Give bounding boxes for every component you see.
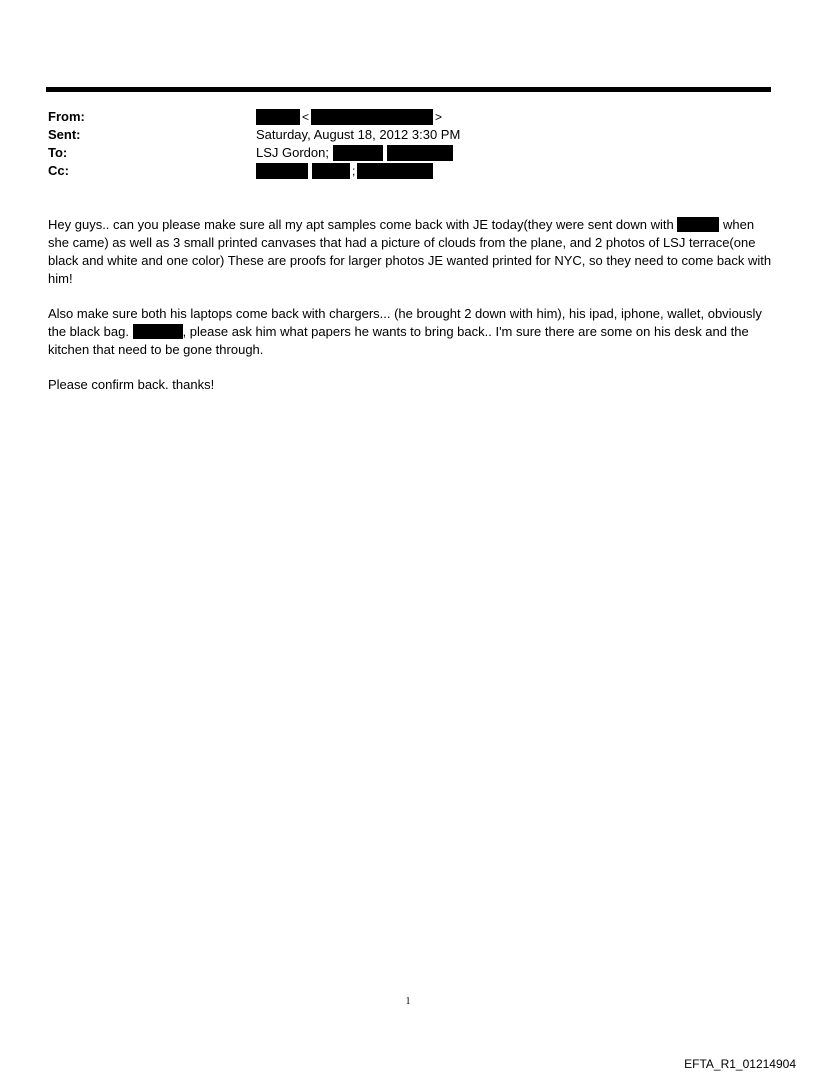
sent-label: Sent: (48, 127, 81, 142)
redacted-sender-name (256, 109, 300, 125)
to-value (256, 144, 453, 162)
body-paragraph (48, 305, 772, 359)
from-value (256, 108, 444, 126)
email-body (48, 216, 772, 411)
redacted-name (677, 217, 719, 232)
sent-value: Saturday, August 18, 2012 3:30 PM (256, 127, 461, 142)
cc-row (48, 162, 768, 180)
to-recipient: LSJ Gordon; (256, 145, 329, 160)
body-text-segment: Hey guys.. can you please make sure all my apt samples come back with JE today(they were sent down with (48, 217, 678, 232)
cc-separator: ; (352, 164, 356, 178)
body-paragraph: Please confirm back. thanks! (48, 377, 215, 392)
redacted-recipient (333, 145, 383, 161)
email-header (48, 108, 768, 180)
redacted-recipient (387, 145, 453, 161)
body-text-segment: when she came) as well as 3 small printed canvases that had a picture of clouds from the plane, and 2 photos of LSJ terrace(one black and white and one color) These are proofs for larger photos JE wanted printed for NYC, so they need to come back with him! (48, 217, 772, 286)
from-open-bracket: < (302, 110, 310, 124)
from-close-bracket: > (435, 110, 443, 124)
top-divider (46, 87, 771, 92)
body-text-segment: , please ask him what papers he wants to bring back.. I'm sure there are some on his desk and the kitchen that need to be gone through. (48, 324, 749, 357)
to-row (48, 144, 768, 162)
body-paragraph (48, 216, 772, 288)
to-label: To: (48, 145, 68, 160)
redacted-name (133, 324, 183, 339)
cc-value (256, 162, 433, 180)
body-text-segment: Also make sure both his laptops come back with chargers... (he brought 2 down with him), his ipad, iphone, wallet, obviously the black bag. (48, 306, 762, 339)
document-id: EFTA_R1_01214904 (684, 1057, 796, 1071)
redacted-cc-recipient (312, 163, 350, 179)
from-row (48, 108, 768, 126)
cc-label: Cc: (48, 163, 69, 178)
sent-row (48, 126, 768, 144)
from-label: From: (48, 109, 85, 124)
page-number: 1 (405, 996, 411, 1007)
redacted-cc-recipient (256, 163, 308, 179)
redacted-cc-recipient (357, 163, 433, 179)
redacted-sender-email (311, 109, 433, 125)
